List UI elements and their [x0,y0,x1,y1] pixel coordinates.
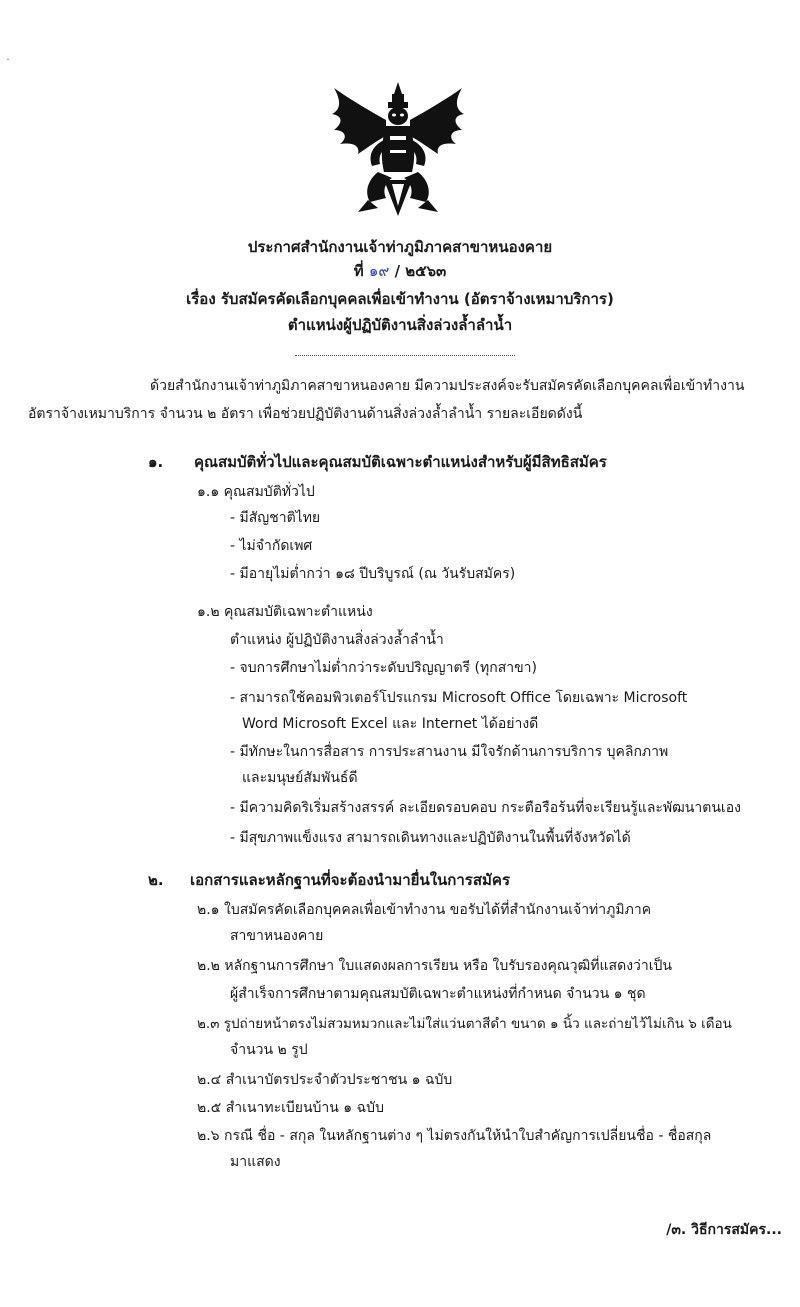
list-item-continued: Word Microsoft Excel และ Internet ได้อย่างดี [242,716,539,732]
number-suffix: / ๒๕๖๓ [394,262,447,280]
list-item: - มีทักษะในการสื่อสาร การประสานงาน มีใจรักด้านการบริการ บุคลิกภาพ [230,744,669,760]
list-item: - มีสัญชาติไทย [230,510,321,526]
announcement-number [0,260,800,282]
list-item: ๒.๑ ใบสมัครคัดเลือกบุคคลเพื่อเข้าทำงาน ขอรับได้ที่สำนักงานเจ้าท่าภูมิภาค [197,902,652,918]
section-1-number: ๑. [148,453,164,471]
number-value: ๑๙ [368,262,390,280]
list-item-continued: ผู้สำเร็จการศึกษาตามคุณสมบัติเฉพาะตำแหน่งที่กำหนด จำนวน ๑ ชุด [230,986,646,1002]
dotted-divider [295,355,515,356]
list-item-continued: จำนวน ๒ รูป [230,1042,308,1058]
list-item-continued: มาแสดง [230,1154,281,1170]
intro-line-1: ด้วยสำนักงานเจ้าท่าภูมิภาคสาขาหนองคาย มีความประสงค์จะรับสมัครคัดเลือกบุคคลเพื่อเข้าทำงาน [150,378,745,394]
announcement-position: ตำแหน่งผู้ปฏิบัติงานสิ่งล่วงล้ำลำน้ำ [287,316,513,334]
garuda-emblem-icon [328,80,468,218]
list-item-continued: สาขาหนองคาย [230,928,324,944]
page-continuation: /๓. วิธีการสมัคร... [666,1222,782,1238]
section-2-title: เอกสารและหลักฐานที่จะต้องนำมายื่นในการสมัคร [190,871,510,889]
scan-mark: ˇ [6,58,10,67]
list-item: ๒.๒ หลักฐานการศึกษา ใบแสดงผลการเรียน หรือ ใบรับรองคุณวุฒิที่แสดงว่าเป็น [197,958,672,974]
list-item: ๒.๓ รูปถ่ายหน้าตรงไม่สวมหมวกและไม่ใส่แว่นตาสีดำ ขนาด ๑ นิ้ว และถ่ายไว้ไม่เกิน ๖ เดือน [197,1016,732,1032]
number-prefix: ที่ [353,262,364,280]
list-item: - สามารถใช้คอมพิวเตอร์โปรแกรม Microsoft Office โดยเฉพาะ Microsoft [230,690,688,706]
list-item: - มีความคิดริเริ่มสร้างสรรค์ ละเอียดรอบคอบ กระตือรือร้นที่จะเรียนรู้และพัฒนาตนเอง [230,800,741,816]
sub-1-1-title: ๑.๑ คุณสมบัติทั่วไป [197,484,315,500]
section-1-title: คุณสมบัติทั่วไปและคุณสมบัติเฉพาะตำแหน่งสำหรับผู้มีสิทธิสมัคร [194,453,607,471]
list-item: - ไม่จำกัดเพศ [230,538,313,554]
intro-line-2: อัตราจ้างเหมาบริการ จำนวน ๒ อัตรา เพื่อช่วยปฏิบัติงานด้านสิ่งล่วงล้ำลำน้ำ รายละเอียดดังนี้ [28,406,583,422]
announcement-subject: เรื่อง รับสมัครคัดเลือกบุคคลเพื่อเข้าทำงาน (อัตราจ้างเหมาบริการ) [186,290,614,308]
list-item: ๒.๕ สำเนาทะเบียนบ้าน ๑ ฉบับ [197,1100,384,1116]
sub-1-2-position: ตำแหน่ง ผู้ปฏิบัติงานสิ่งล่วงล้ำลำน้ำ [230,632,444,648]
list-item: ๒.๖ กรณี ชื่อ - สกุล ในหลักฐานต่าง ๆ ไม่ตรงกันให้นำใบสำคัญการเปลี่ยนชื่อ - ชื่อสกุล [197,1128,712,1144]
list-item: - มีอายุไม่ต่ำกว่า ๑๘ ปีบริบูรณ์ (ณ วันรับสมัคร) [230,566,516,582]
list-item: ๒.๔ สำเนาบัตรประจำตัวประชาชน ๑ ฉบับ [197,1072,453,1088]
list-item-continued: และมนุษย์สัมพันธ์ดี [242,770,358,786]
list-item: - มีสุขภาพแข็งแรง สามารถเดินทางและปฏิบัติงานในพื้นที่จังหวัดได้ [230,830,631,846]
sub-1-2-title: ๑.๒ คุณสมบัติเฉพาะตำแหน่ง [197,604,373,620]
announcement-title: ประกาศสำนักงานเจ้าท่าภูมิภาคสาขาหนองคาย [247,238,553,256]
list-item: - จบการศึกษาไม่ต่ำกว่าระดับปริญญาตรี (ทุกสาขา) [230,660,537,676]
section-2-number: ๒. [148,871,164,889]
